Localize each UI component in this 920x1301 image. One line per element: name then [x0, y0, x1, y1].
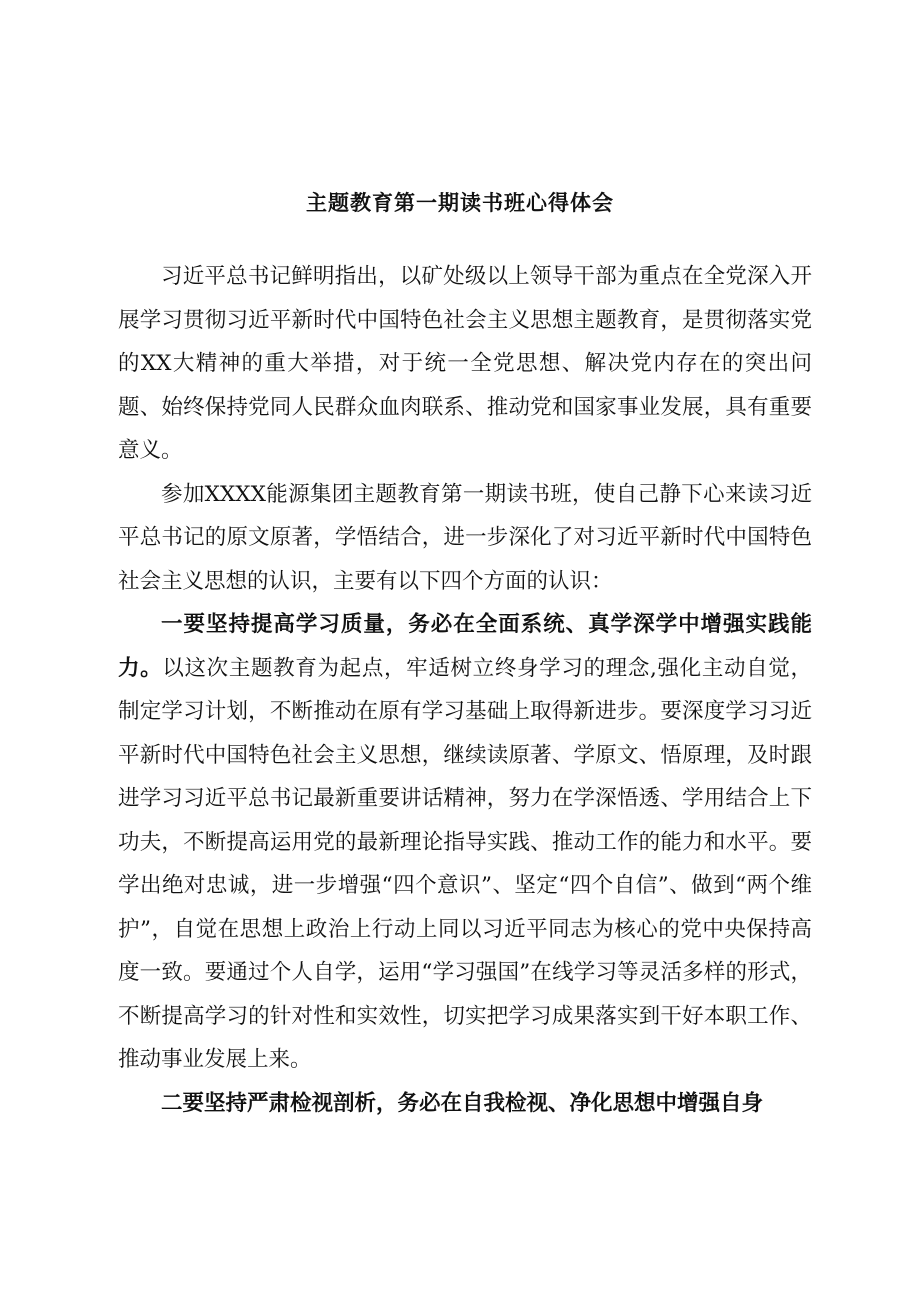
paragraph-lead: 二要坚持严肃检视剖析，务必在自我检视、净化思想中增强自身 — [161, 1090, 764, 1116]
paragraph-text: 参加XXXX能源集团主题教育第一期读书班，使自己静下心来读习近平总书记的原文原著，学悟结合，进一步深化了对习近平新时代中国特色社会主义思想的认识，主要有以下四个方面的认识： — [118, 481, 812, 594]
paragraph-reading-class — [118, 473, 812, 604]
paragraph-point-one — [118, 603, 812, 1082]
paragraph-text: 以这次主题教育为起点，牢适树立终身学习的理念,强化主动自觉，制定学习计划，不断推动在原有学习基础上取得新进步。要深度学习习近平新时代中国特色社会主义思想，继续读原著、学原文、悟原理，及时跟进学习习近平总书记最新重要讲话精神，努力在学深悟透、学用结合上下功夫，不断提高运用党的最新理论指导实践、推动工作的能力和水平。要学出绝对忠诚，进一步增强“四个意识”、坚定“四个自信”、做到“两个维护”，自觉在思想上政治上行动上同以习近平同志为核心的党中央保持高度一致。要通过个人自学，运用“学习强国”在线学习等灵活多样的形式，不断提高学习的针对性和实效性，切实把学习成果落实到干好本职工作、推动事业发展上来。 — [118, 655, 812, 1072]
document-body — [118, 255, 812, 1125]
paragraph-point-two — [118, 1082, 812, 1126]
paragraph-intro — [118, 255, 812, 473]
document-title: 主题教育第一期读书班心得体会 — [306, 191, 614, 215]
paragraph-text: 习近平总书记鲜明指出，以矿处级以上领导干部为重点在全党深入开展学习贯彻习近平新时代中国特色社会主义思想主题教育，是贯彻落实党的XX大精神的重大举措，对于统一全党思想、解决党内存在的突出问题、始终保持党同人民群众血肉联系、推动党和国家事业发展，具有重要意义。 — [118, 264, 812, 463]
paragraph-lead: 一要坚持提高学习质量，务必在全面系统、真学深学中增强实践能力。 — [118, 612, 812, 681]
